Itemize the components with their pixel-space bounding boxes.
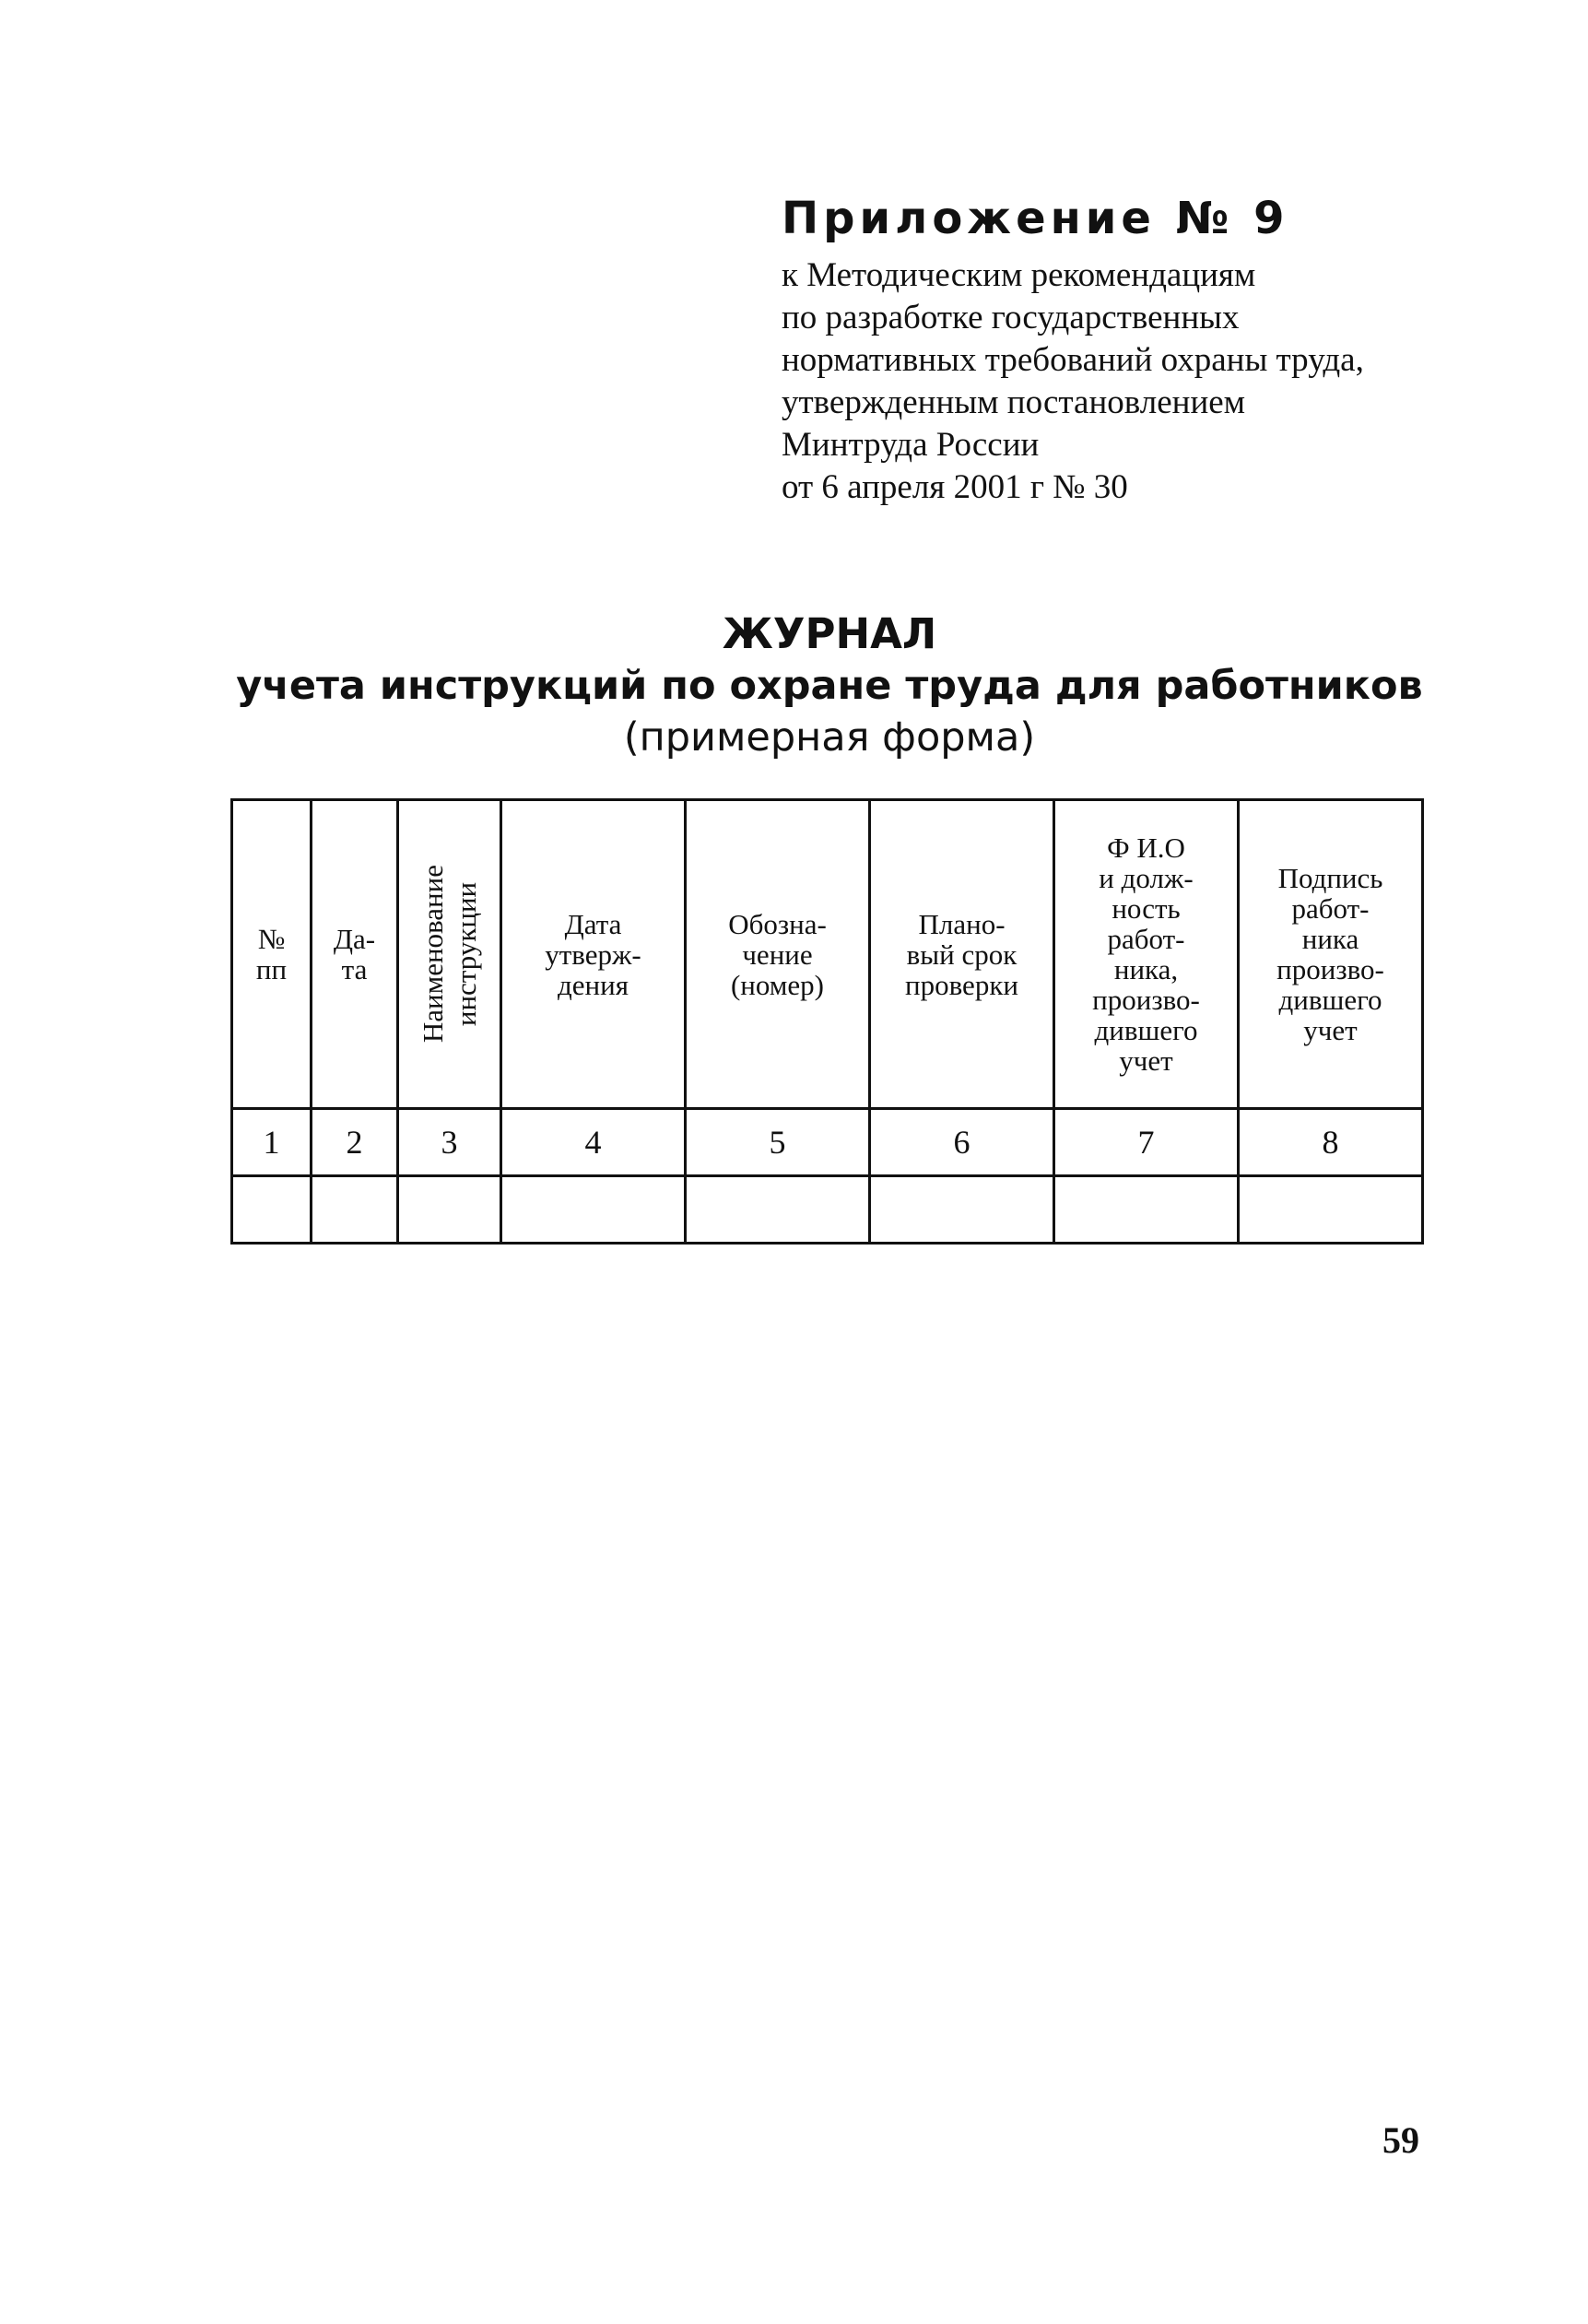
column-number: 2 bbox=[312, 1109, 398, 1176]
appendix-line: к Методическим рекомендациям bbox=[782, 256, 1256, 294]
header-cell-number: № пп bbox=[232, 800, 312, 1109]
appendix-line: по разработке государственных bbox=[782, 299, 1240, 336]
empty-cell bbox=[398, 1176, 501, 1244]
column-number-row bbox=[232, 1109, 1423, 1176]
journal-heading bbox=[0, 608, 1588, 763]
column-number: 7 bbox=[1054, 1109, 1239, 1176]
column-number: 1 bbox=[232, 1109, 312, 1176]
column-number: 4 bbox=[501, 1109, 686, 1176]
column-number: 5 bbox=[686, 1109, 870, 1176]
empty-cell bbox=[1054, 1176, 1239, 1244]
header-cell-signature: Подпись работ- ника произво- дившего учет bbox=[1239, 800, 1423, 1109]
appendix-line: утвержденным постановлением bbox=[782, 383, 1246, 421]
empty-cell bbox=[232, 1176, 312, 1244]
header-cell-employee-name: Ф И.О и долж- ность работ- ника, произво- дившего учет bbox=[1054, 800, 1239, 1109]
header-cell-designation: Обозна- чение (номер) bbox=[686, 800, 870, 1109]
appendix-line: нормативных требований охраны труда, bbox=[782, 341, 1364, 379]
header-cell-approval-date: Дата утверж- дения bbox=[501, 800, 686, 1109]
appendix-title: Приложение № 9 bbox=[782, 193, 1289, 244]
table-row bbox=[232, 1176, 1423, 1244]
journal-title: ЖУРНАЛ bbox=[722, 609, 937, 658]
appendix-line: Минтруда России bbox=[782, 426, 1040, 464]
header-cell-date: Да- та bbox=[312, 800, 398, 1109]
column-number: 8 bbox=[1239, 1109, 1423, 1176]
header-cell-review-deadline: Плано- вый срок проверки bbox=[870, 800, 1054, 1109]
column-number: 6 bbox=[870, 1109, 1054, 1176]
table-header-row bbox=[232, 800, 1423, 1109]
header-cell-instruction-name: Наименование инструкции bbox=[398, 800, 501, 1109]
column-number: 3 bbox=[398, 1109, 501, 1176]
page-number: 59 bbox=[1382, 2119, 1419, 2161]
empty-cell bbox=[870, 1176, 1054, 1244]
appendix-block bbox=[782, 192, 1500, 509]
empty-cell bbox=[312, 1176, 398, 1244]
empty-cell bbox=[501, 1176, 686, 1244]
empty-cell bbox=[686, 1176, 870, 1244]
journal-table bbox=[230, 798, 1424, 1245]
journal-subtitle: учета инструкций по охране труда для работников bbox=[236, 663, 1423, 709]
appendix-line: от 6 апреля 2001 г № 30 bbox=[782, 468, 1128, 506]
empty-cell bbox=[1239, 1176, 1423, 1244]
journal-note: (примерная форма) bbox=[623, 714, 1036, 761]
